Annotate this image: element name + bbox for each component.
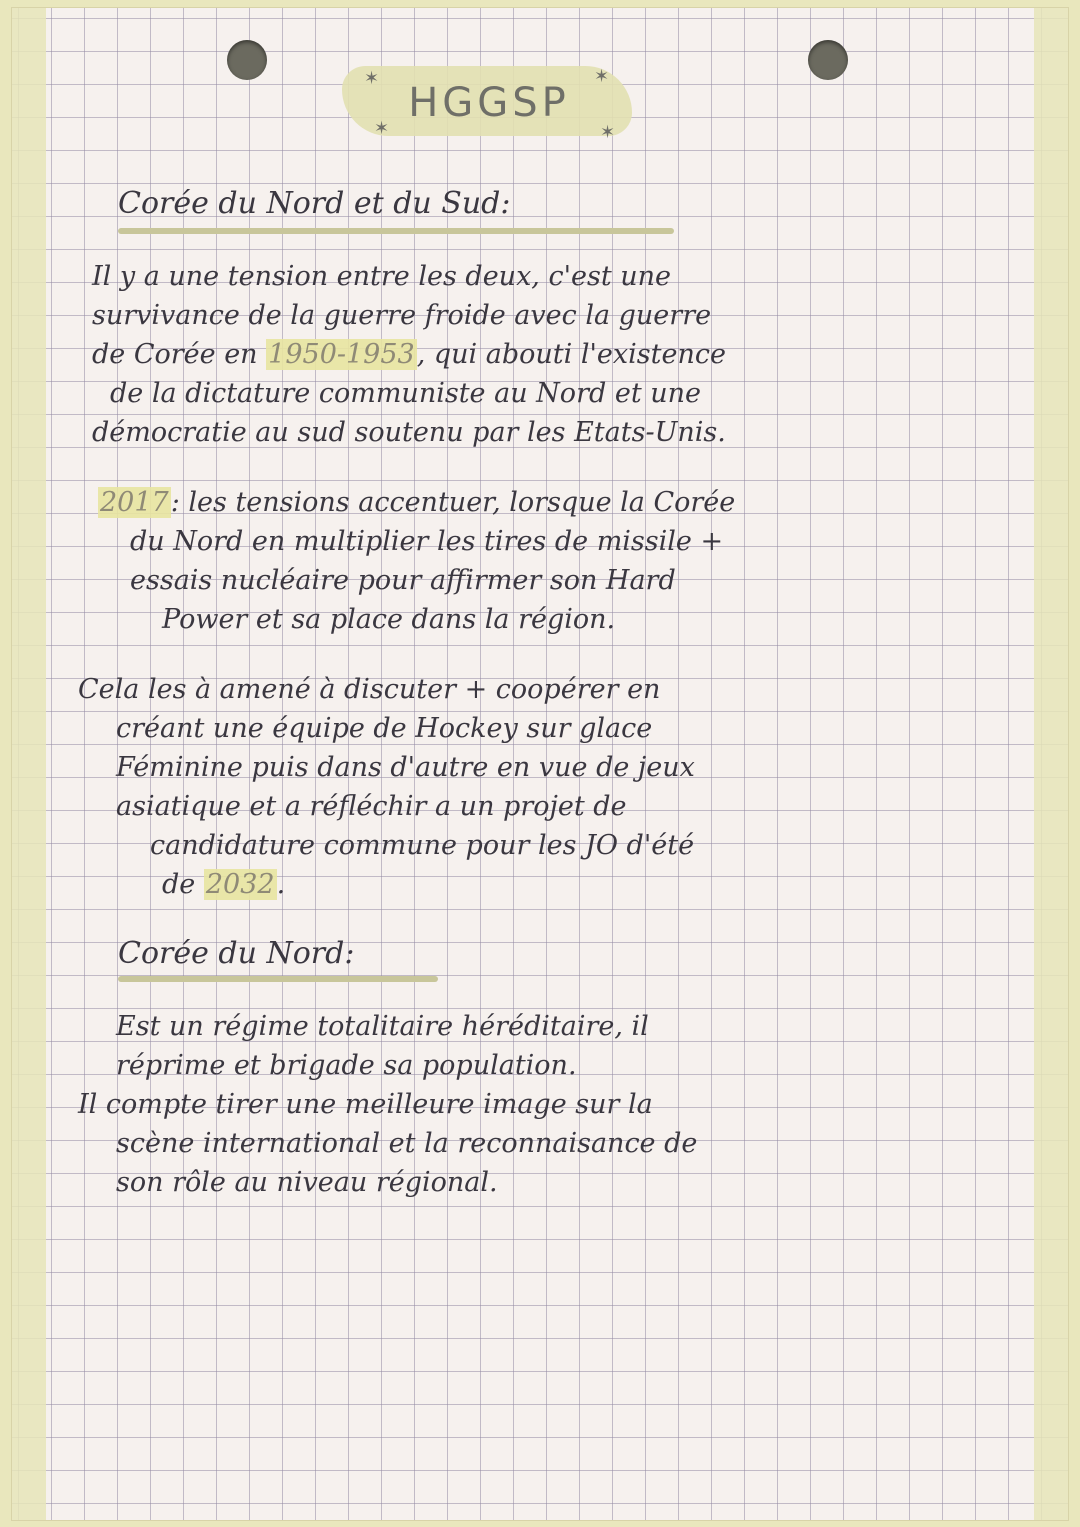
paragraph-line: du Nord en multiplier les tires de missile + [130,526,724,557]
paragraph-line: de la dictature communiste au Nord et une [110,378,702,409]
paragraph-line: Féminine puis dans d'autre en vue de jeux [116,752,695,783]
paragraph-line: démocratie au sud soutenu par les Etats-Unis. [92,417,726,448]
paragraph-line: son rôle au niveau régional. [116,1167,498,1198]
paragraph-line: Il compte tirer une meilleure image sur la [78,1089,653,1120]
star-doodle-icon: ✶ [374,118,390,139]
paragraph-line: scène international et la reconnaisance de [116,1128,698,1159]
paragraph-line: créant une équipe de Hockey sur glace [116,713,653,744]
paragraph-line: 2017: les tensions accentuer, lorsque la Corée [100,487,736,518]
star-doodle-icon: ✶ [594,66,610,87]
left-margin [12,8,46,1520]
paragraph-line: survivance de la guerre froide avec la guerre [92,300,712,331]
punch-hole-left [227,40,267,80]
title-underline [118,228,674,234]
paragraph-line: réprime et brigade sa population. [116,1050,577,1081]
year-highlight: 2017 [100,487,169,518]
section-title-korea: Corée du Nord et du Sud: [118,186,511,221]
date-highlight: 1950-1953 [268,339,415,370]
paragraph-line: Est un régime totalitaire héréditaire, il [116,1011,649,1042]
title-underline [118,976,438,982]
paragraph-line: essais nucléaire pour affirmer son Hard [130,565,676,596]
paragraph-line: Il y a une tension entre les deux, c'est une [92,261,672,292]
notebook-page [12,8,1068,1520]
year-highlight: 2032 [205,869,275,900]
section-title-north-korea: Corée du Nord: [118,936,355,971]
right-margin [1034,8,1068,1520]
paragraph-line: de 2032. [162,869,286,900]
star-doodle-icon: ✶ [364,68,380,89]
punch-hole-right [808,40,848,80]
header-title: HGGSP [408,80,570,126]
paragraph-line: Power et sa place dans la région. [162,604,616,635]
paragraph-line: Cela les à amené à discuter + coopérer en [78,674,661,705]
paragraph-line: asiatique et a réfléchir a un projet de [116,791,627,822]
paragraph-line: de Corée en 1950-1953, qui abouti l'existence [92,339,726,370]
paragraph-line: candidature commune pour les JO d'été [150,830,695,861]
star-doodle-icon: ✶ [600,122,616,143]
